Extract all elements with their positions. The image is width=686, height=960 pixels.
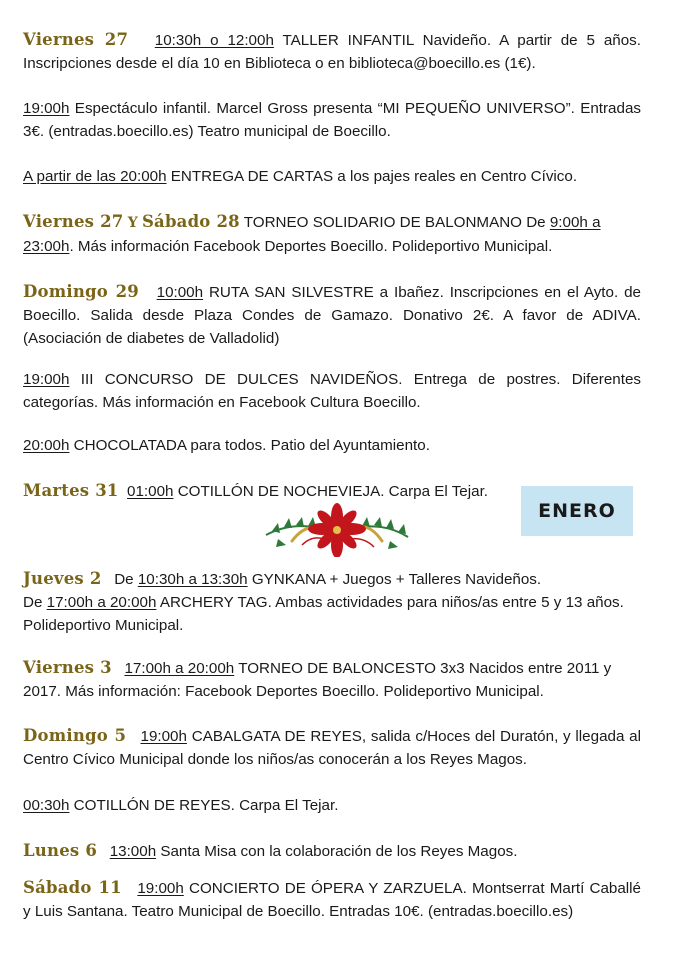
event-block-espectaculo [23,97,641,143]
event-time: 10:30h a 13:30h [137,571,248,588]
day-heading-second: Sábado 28 [141,212,240,231]
day-heading: Jueves 2 [23,569,102,588]
event-time: 00:30h [23,797,70,814]
event-text: Espectáculo infantil. Marcel Gross presenta “MI PEQUEÑO UNIVERSO”. Entradas 3€. (entradas.boecillo.es) Teatro municipal de Boecillo. [23,100,641,140]
event-block-sabado-11 [23,876,641,923]
event-time: 01:00h [127,483,174,500]
day-heading: Viernes 3 [23,658,112,677]
month-badge [521,486,633,536]
event-prefix-2: De [23,594,47,611]
event-time: 19:00h [140,728,187,745]
event-text: CABALGATA DE REYES, salida c/Hoces del Duratón, y llegada al Centro Cívico Municipal donde los niños/as conocerán a los Reyes Magos. [23,728,641,768]
event-text: TORNEO SOLIDARIO DE BALONMANO De [239,214,550,231]
day-heading: Lunes 6 [23,841,98,860]
event-text: III CONCURSO DE DULCES NAVIDEÑOS. Entrega de postres. Diferentes categorías. Más información en Facebook Cultura Boecillo. [23,371,641,411]
event-time: 9:00h a [549,214,601,231]
event-block-viernes-3 [23,656,641,703]
event-block-chocolatada [23,434,641,457]
day-heading: Martes 31 [23,481,119,500]
day-heading: Domingo 29 [23,282,139,301]
event-time: 17:00h a 20:00h [124,660,235,677]
event-block-dulces [23,368,641,414]
event-text: ENTREGA DE CARTAS a los pajes reales en Centro Cívico. [166,168,578,185]
day-conjunction: Y [127,215,138,231]
event-text: Santa Misa con la colaboración de los Reyes Magos. [156,843,518,860]
event-time: 19:00h [23,100,70,117]
event-block-domingo-29 [23,280,641,350]
day-heading: Viernes 27 [23,212,124,231]
event-text: COTILLÓN DE NOCHEVIEJA. Carpa El Tejar. [173,483,489,500]
event-text: COTILLÓN DE REYES. Carpa El Tejar. [69,797,339,814]
event-time: 13:00h [109,843,157,860]
day-heading: Domingo 5 [23,726,127,745]
event-text: CONCIERTO DE ÓPERA Y ZARZUELA. Montserrat Martí Caballé y Luis Santana. Teatro Municipal de Boecillo. Entradas 10€. (entradas.boecillo.es) [23,880,641,920]
event-text: CHOCOLATADA para todos. Patio del Ayuntamiento. [69,437,430,454]
event-text: TORNEO DE BALONCESTO 3x3 Nacidos entre 2011 y 2017. Más información: Facebook Deportes Boecillo. Polideportivo Municipal. [23,660,612,700]
event-block-cartas [23,165,641,188]
event-text: GYNKANA + Juegos + Talleres Navideños. [247,571,542,588]
event-block-martes-31 [23,479,503,503]
month-label: ENERO [538,500,616,522]
event-block-cotillon-reyes [23,794,641,817]
day-heading: Sábado 11 [23,878,122,897]
event-time: 10:00h [156,284,204,301]
event-block-lunes-6 [23,839,641,863]
event-block-balonmano [23,210,641,258]
event-time: 10:30h o 12:00h [154,32,274,49]
event-time: A partir de las 20:00h [23,168,167,185]
event-text-2: ARCHERY TAG. Ambas actividades para niños/as entre 5 y 13 años. Polideportivo Municipal. [23,594,624,634]
event-time-2: 17:00h a 20:00h [46,594,157,611]
event-time: 19:00h [137,880,184,897]
event-text: TALLER INFANTIL Navideño. A partir de 5 años. Inscripciones desde el día 10 en Biblioteca o en biblioteca@boecillo.es (1€). [23,32,641,72]
event-block-viernes-27 [23,28,641,75]
event-block-domingo-5 [23,724,641,771]
event-prefix: De [114,571,138,588]
event-text: RUTA SAN SILVESTRE a Ibañez. Inscripciones en el Ayto. de Boecillo. Salida desde Plaza Condes de Gamazo. Donativo 2€. A favor de ADIVA. (Asociación de diabetes de Valladolid) [23,284,641,347]
event-block-jueves-2 [23,567,641,637]
day-heading: Viernes 27 [23,30,129,49]
event-time: 20:00h [23,437,70,454]
poinsettia-garland-icon [262,501,412,557]
event-text-2: . Más información Facebook Deportes Boecillo. Polideportivo Municipal. [69,238,553,255]
event-time-end: 23:00h [23,238,70,255]
event-time: 19:00h [23,371,70,388]
